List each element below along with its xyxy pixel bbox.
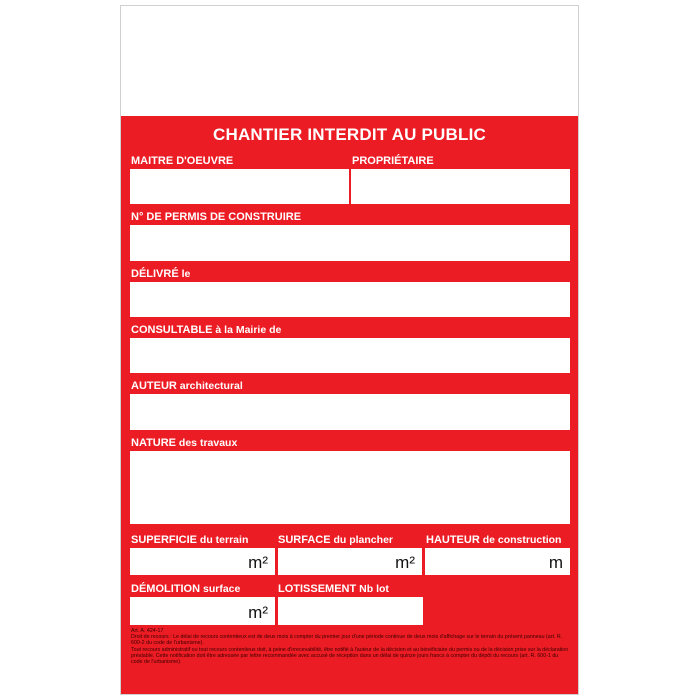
permis-construire-field[interactable] bbox=[130, 225, 570, 261]
legal-recours-delai: Droit de recours : Le délai de recours contentieux est de deux mois à compter du premier jour d'une période continue de deux mois d'affichage sur le terrain du présent panneau (art. R. 600-2 du code de l'urbanisme). bbox=[131, 634, 563, 647]
label-maitre-oeuvre: MAITRE D'OEUVRE bbox=[131, 155, 234, 167]
hauteur-field[interactable] bbox=[425, 548, 570, 575]
unit-m2-surface: m² bbox=[395, 553, 415, 572]
lotissement-field[interactable] bbox=[278, 597, 423, 625]
legal-recours-notification: Tout recours administratif ou tout recours contentieux doit, à peine d'irrecevabilité, être notifié à l'auteur de la décision et au bénéficiaire du permis ou de la décision prise sur la déclaration préalable. Cette notification doit être adressée par lettre recommandée avec accusé de réception dans un délai de quinze jours francs à compter du dépôt du recours (art. R. 600-1 du code de l'urbanisme). bbox=[131, 646, 569, 666]
delivre-field[interactable] bbox=[130, 282, 570, 317]
label-proprietaire: PROPRIÉTAIRE bbox=[352, 155, 434, 167]
label-permis-construire: N° DE PERMIS DE CONSTRUIRE bbox=[131, 211, 302, 223]
proprietaire-field[interactable] bbox=[351, 169, 570, 204]
consultable-field[interactable] bbox=[130, 338, 570, 373]
sign-title: CHANTIER INTERDIT AU PUBLIC bbox=[213, 125, 486, 144]
unit-m2-superficie: m² bbox=[248, 553, 268, 572]
label-nature-travaux: NATURE des travaux bbox=[131, 437, 238, 449]
label-auteur: AUTEUR architectural bbox=[131, 380, 243, 392]
label-consultable: CONSULTABLE à la Mairie de bbox=[131, 324, 282, 336]
construction-sign-panel bbox=[120, 5, 579, 695]
legal-article-ref: Art. A. 424-17 bbox=[131, 628, 164, 634]
unit-m-hauteur: m bbox=[548, 553, 563, 572]
superficie-field[interactable] bbox=[130, 548, 275, 575]
auteur-field[interactable] bbox=[130, 394, 570, 430]
label-delivre: DÉLIVRÉ le bbox=[131, 268, 191, 280]
label-surface-plancher: SURFACE du plancher bbox=[278, 534, 393, 546]
label-hauteur: HAUTEUR de construction bbox=[426, 534, 562, 546]
demolition-field[interactable] bbox=[130, 597, 275, 625]
label-demolition: DÉMOLITION surface bbox=[131, 583, 241, 595]
unit-m2-demolition: m² bbox=[248, 603, 268, 622]
nature-travaux-field[interactable] bbox=[130, 451, 570, 524]
surface-plancher-field[interactable] bbox=[278, 548, 422, 575]
red-information-area bbox=[121, 116, 578, 694]
maitre-oeuvre-field[interactable] bbox=[130, 169, 349, 204]
legal-notice bbox=[131, 628, 571, 665]
label-superficie: SUPERFICIE du terrain bbox=[131, 534, 249, 546]
label-lotissement: LOTISSEMENT Nb lot bbox=[278, 583, 389, 595]
